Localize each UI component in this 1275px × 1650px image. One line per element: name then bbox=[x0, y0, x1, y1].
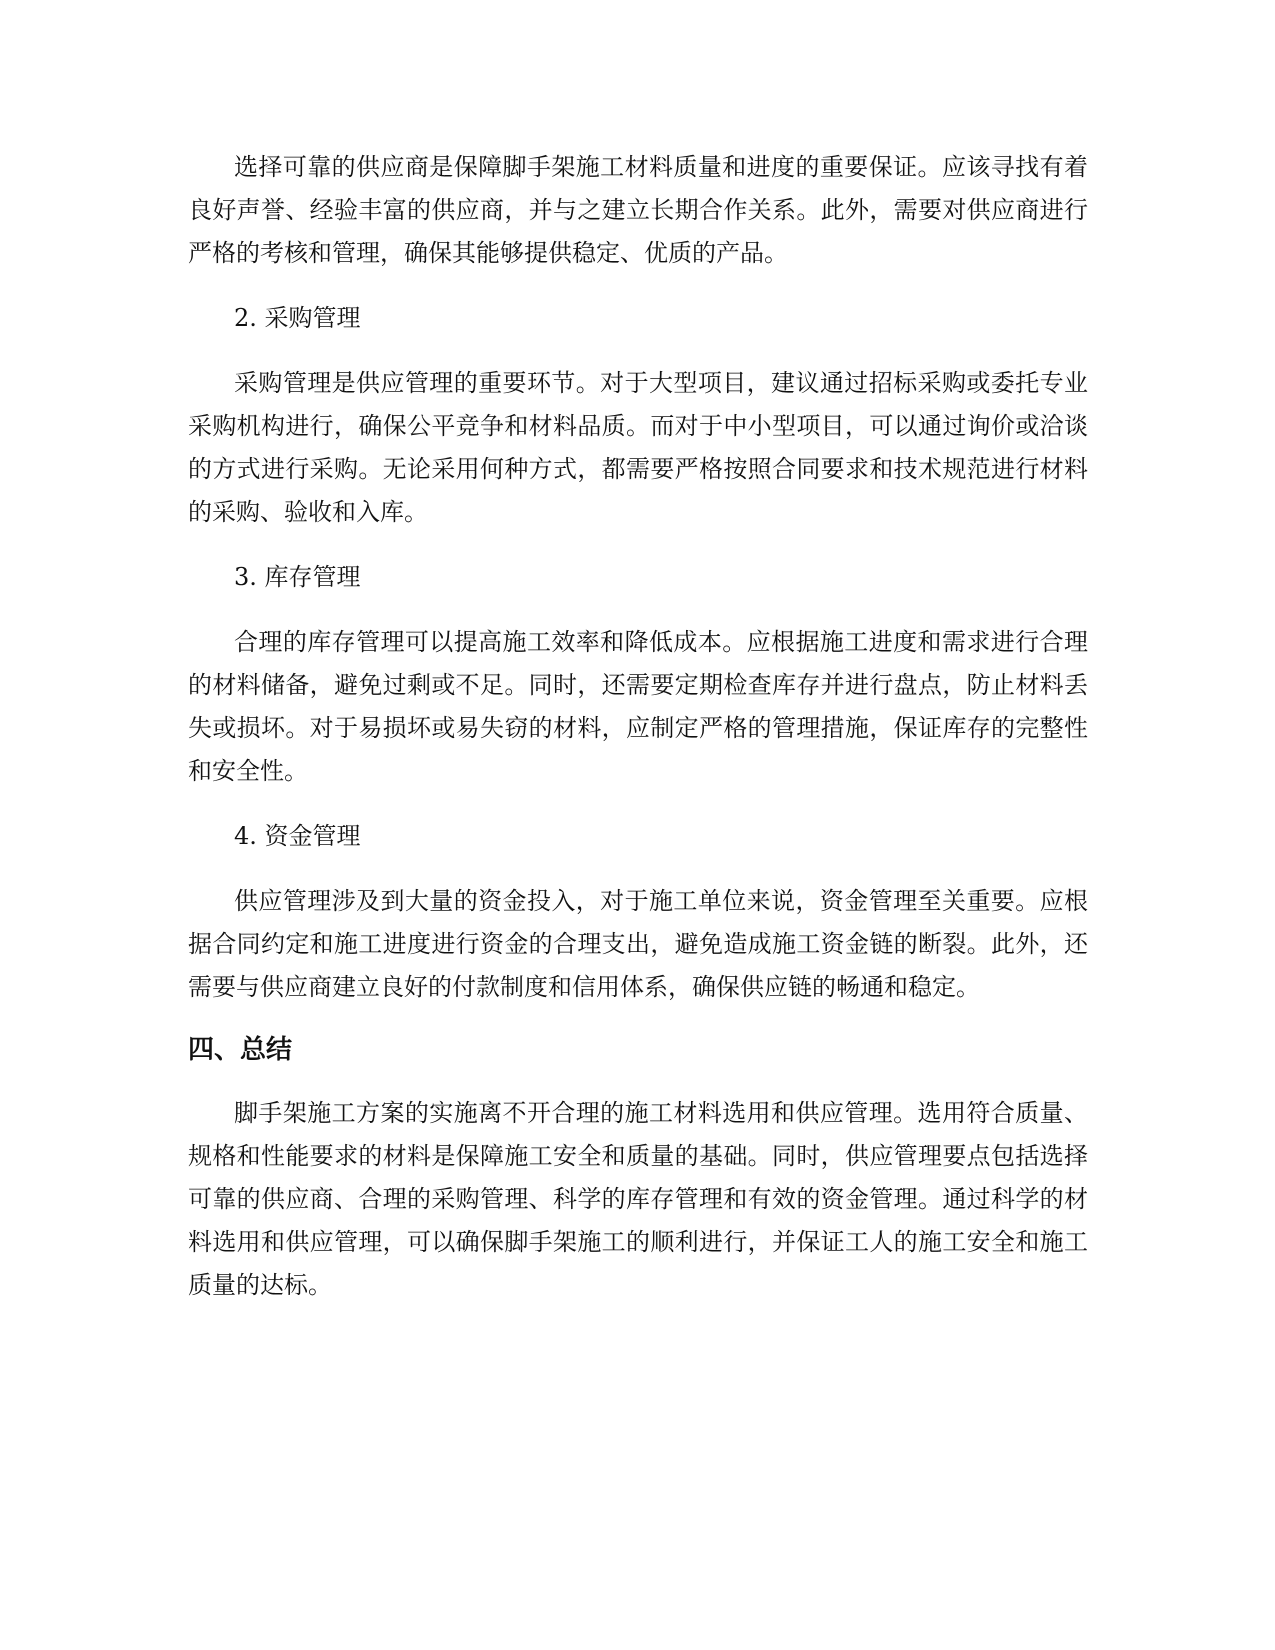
subheading-funds: 4. 资金管理 bbox=[234, 822, 361, 850]
paragraph-inventory: 合理的库存管理可以提高施工效率和降低成本。应根据施工进度和需求进行合理的材料储备，避免过剩或不足。同时，还需要定期检查库存并进行盘点，防止材料丢失或损坏。对于易损坏或易失窃的材料，应制定严格的管理措施，保证库存的完整性和安全性。 bbox=[188, 628, 1088, 785]
document-body bbox=[188, 146, 1088, 1307]
section-heading-summary: 四、总结 bbox=[188, 1035, 293, 1065]
paragraph-funds: 供应管理涉及到大量的资金投入，对于施工单位来说，资金管理至关重要。应根据合同约定和施工进度进行资金的合理支出，避免造成施工资金链的断裂。此外，还需要与供应商建立良好的付款制度和信用体系，确保供应链的畅通和稳定。 bbox=[188, 887, 1088, 1001]
subheading-purchase: 2. 采购管理 bbox=[234, 304, 361, 332]
subheading-inventory: 3. 库存管理 bbox=[234, 563, 361, 591]
paragraph-summary: 脚手架施工方案的实施离不开合理的施工材料选用和供应管理。选用符合质量、规格和性能要求的材料是保障施工安全和质量的基础。同时，供应管理要点包括选择可靠的供应商、合理的采购管理、科学的库存管理和有效的资金管理。通过科学的材料选用和供应管理，可以确保脚手架施工的顺利进行，并保证工人的施工安全和施工质量的达标。 bbox=[188, 1099, 1088, 1299]
paragraph-supplier: 选择可靠的供应商是保障脚手架施工材料质量和进度的重要保证。应该寻找有着良好声誉、经验丰富的供应商，并与之建立长期合作关系。此外，需要对供应商进行严格的考核和管理，确保其能够提供稳定、优质的产品。 bbox=[188, 153, 1088, 267]
paragraph-purchase: 采购管理是供应管理的重要环节。对于大型项目，建议通过招标采购或委托专业采购机构进行，确保公平竞争和材料品质。而对于中小型项目，可以通过询价或洽谈的方式进行采购。无论采用何种方式，都需要严格按照合同要求和技术规范进行材料的采购、验收和入库。 bbox=[188, 369, 1088, 526]
